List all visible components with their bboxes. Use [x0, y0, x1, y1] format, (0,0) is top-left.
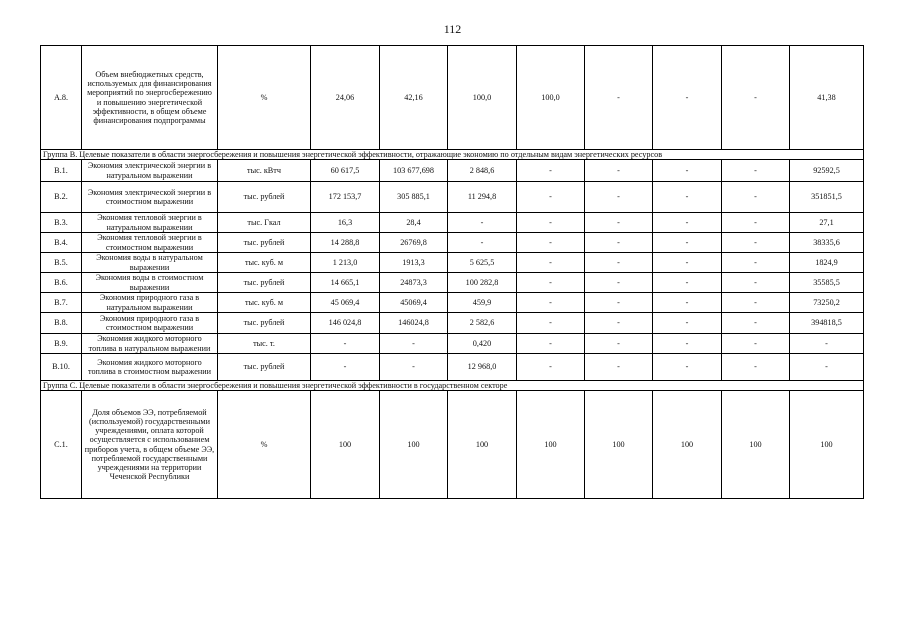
indicator-value: 14 665,1 — [311, 273, 380, 293]
group-header-row — [41, 150, 864, 160]
indicator-unit: тыс. куб. м — [218, 253, 311, 273]
indicator-value: - — [722, 273, 790, 293]
indicator-value: - — [653, 334, 722, 354]
indicator-code: В.1. — [41, 160, 82, 182]
indicator-value: - — [653, 273, 722, 293]
indicator-value: - — [722, 160, 790, 182]
indicator-unit: тыс. кВтч — [218, 160, 311, 182]
indicator-value: - — [585, 313, 653, 334]
indicator-value: 16,3 — [311, 213, 380, 233]
table-row — [41, 391, 864, 499]
indicator-unit: тыс. рублей — [218, 233, 311, 253]
indicator-unit: тыс. рублей — [218, 182, 311, 213]
indicator-value: - — [722, 253, 790, 273]
indicator-code: В.5. — [41, 253, 82, 273]
indicator-code: В.4. — [41, 233, 82, 253]
indicator-value: - — [585, 253, 653, 273]
table-row — [41, 182, 864, 213]
table-row — [41, 273, 864, 293]
indicator-value: 100,0 — [517, 46, 585, 150]
indicator-value: 92592,5 — [790, 160, 864, 182]
indicator-value: 41,38 — [790, 46, 864, 150]
indicator-value: - — [653, 293, 722, 313]
indicator-value: - — [653, 182, 722, 213]
indicator-value: - — [790, 354, 864, 381]
table-row — [41, 354, 864, 381]
indicator-code: С.1. — [41, 391, 82, 499]
indicator-value: - — [722, 354, 790, 381]
indicator-code: В.9. — [41, 334, 82, 354]
indicator-unit: тыс. Гкал — [218, 213, 311, 233]
indicator-value: - — [517, 293, 585, 313]
indicator-value: - — [722, 233, 790, 253]
indicator-value: 24873,3 — [380, 273, 448, 293]
group-header: Группа С. Целевые показатели в области энергосбережения и повышения энергетической эффективности в государственном секторе — [41, 381, 864, 391]
indicator-value: - — [722, 313, 790, 334]
indicator-value: - — [517, 233, 585, 253]
indicator-value: - — [448, 213, 517, 233]
indicator-code: В.2. — [41, 182, 82, 213]
indicator-value: 60 617,5 — [311, 160, 380, 182]
indicator-value: - — [722, 46, 790, 150]
table-row — [41, 334, 864, 354]
indicator-value: - — [448, 233, 517, 253]
indicator-value: 394818,5 — [790, 313, 864, 334]
indicator-name: Экономия природного газа в стоимостном выражении — [82, 313, 218, 334]
indicator-value: - — [653, 233, 722, 253]
indicator-value: - — [653, 213, 722, 233]
indicator-value: 100 — [380, 391, 448, 499]
indicator-value: 27,1 — [790, 213, 864, 233]
indicator-value: - — [585, 233, 653, 253]
table-row — [41, 253, 864, 273]
indicator-name: Экономия электрической энергии в стоимостном выражении — [82, 182, 218, 213]
indicator-value: 172 153,7 — [311, 182, 380, 213]
indicator-value: - — [653, 313, 722, 334]
indicator-value: 103 677,698 — [380, 160, 448, 182]
indicator-value: 100,0 — [448, 46, 517, 150]
indicator-value: 305 885,1 — [380, 182, 448, 213]
indicator-name: Объем внебюджетных средств, используемых для финансирования мероприятий по энергосбережению и повышению энергетической эффективности, в общем объеме финансирования подпрограммы — [82, 46, 218, 150]
indicator-value: - — [790, 334, 864, 354]
indicator-value: - — [517, 253, 585, 273]
indicator-name: Экономия тепловой энергии в стоимостном выражении — [82, 233, 218, 253]
indicator-name: Доля объемов ЭЭ, потребляемой (используемой) государственными учреждениями, оплата которой осуществляется с использованием приборов учета, в общем объеме ЭЭ, потребляемой государственными учреждениями на территории Чеченской Республики — [82, 391, 218, 499]
indicator-value: 1824,9 — [790, 253, 864, 273]
indicator-value: - — [585, 213, 653, 233]
indicator-value: - — [585, 334, 653, 354]
indicators-table — [40, 45, 864, 499]
indicator-code: А.8. — [41, 46, 82, 150]
indicator-value: - — [585, 293, 653, 313]
indicator-value: 11 294,8 — [448, 182, 517, 213]
indicator-value: 38335,6 — [790, 233, 864, 253]
indicator-name: Экономия электрической энергии в натуральном выражении — [82, 160, 218, 182]
indicator-unit: тыс. рублей — [218, 354, 311, 381]
indicator-unit: тыс. рублей — [218, 273, 311, 293]
indicator-code: В.3. — [41, 213, 82, 233]
indicator-value: 100 — [448, 391, 517, 499]
indicator-value: - — [585, 273, 653, 293]
indicator-value: 2 848,6 — [448, 160, 517, 182]
indicator-value: 100 — [585, 391, 653, 499]
indicator-value: 0,420 — [448, 334, 517, 354]
indicator-value: 1 213,0 — [311, 253, 380, 273]
indicator-value: 5 625,5 — [448, 253, 517, 273]
indicator-unit: тыс. рублей — [218, 313, 311, 334]
indicator-value: - — [585, 354, 653, 381]
indicator-value: - — [653, 46, 722, 150]
group-header-row — [41, 381, 864, 391]
table-row — [41, 213, 864, 233]
indicator-name: Экономия природного газа в натуральном выражении — [82, 293, 218, 313]
indicator-value: 100 — [722, 391, 790, 499]
indicator-value: - — [722, 213, 790, 233]
indicator-name: Экономия жидкого моторного топлива в натуральном выражении — [82, 334, 218, 354]
indicator-value: 35585,5 — [790, 273, 864, 293]
indicator-value: 100 — [790, 391, 864, 499]
indicator-value: 73250,2 — [790, 293, 864, 313]
indicator-code: В.10. — [41, 354, 82, 381]
indicator-code: В.7. — [41, 293, 82, 313]
indicator-name: Экономия воды в стоимостном выражении — [82, 273, 218, 293]
indicator-value: - — [517, 273, 585, 293]
indicator-value: - — [517, 354, 585, 381]
indicator-name: Экономия жидкого моторного топлива в стоимостном выражении — [82, 354, 218, 381]
indicator-value: 2 582,6 — [448, 313, 517, 334]
indicator-value: - — [380, 334, 448, 354]
indicator-code: В.6. — [41, 273, 82, 293]
indicator-unit: тыс. куб. м — [218, 293, 311, 313]
indicator-code: В.8. — [41, 313, 82, 334]
indicator-value: - — [517, 313, 585, 334]
table-row — [41, 233, 864, 253]
indicator-value: 28,4 — [380, 213, 448, 233]
page-number: 112 — [443, 22, 462, 36]
indicator-value: 351851,5 — [790, 182, 864, 213]
indicator-value: 1913,3 — [380, 253, 448, 273]
indicator-value: 100 282,8 — [448, 273, 517, 293]
indicator-value: - — [585, 182, 653, 213]
group-header: Группа В. Целевые показатели в области энергосбережения и повышения энергетической эффективности, отражающие экономию по отдельным видам энергетических ресурсов — [41, 150, 864, 160]
indicator-value: 100 — [311, 391, 380, 499]
table-row — [41, 46, 864, 150]
indicator-value: - — [722, 334, 790, 354]
indicator-value: 45069,4 — [380, 293, 448, 313]
indicator-value: - — [380, 354, 448, 381]
indicator-value: 100 — [653, 391, 722, 499]
table-row — [41, 293, 864, 313]
indicator-value: 26769,8 — [380, 233, 448, 253]
indicator-value: 146024,8 — [380, 313, 448, 334]
table-row — [41, 160, 864, 182]
indicator-value: 14 288,8 — [311, 233, 380, 253]
indicator-name: Экономия тепловой энергии в натуральном выражении — [82, 213, 218, 233]
indicator-unit: тыс. т. — [218, 334, 311, 354]
indicator-value: 146 024,8 — [311, 313, 380, 334]
indicator-value: - — [653, 354, 722, 381]
indicator-value: - — [311, 354, 380, 381]
indicator-value: 42,16 — [380, 46, 448, 150]
indicator-unit: % — [218, 46, 311, 150]
indicator-value: - — [722, 293, 790, 313]
indicator-value: 45 069,4 — [311, 293, 380, 313]
indicator-value: 459,9 — [448, 293, 517, 313]
indicator-value: - — [585, 160, 653, 182]
indicator-value: - — [517, 182, 585, 213]
indicator-value: 12 968,0 — [448, 354, 517, 381]
indicator-value: - — [311, 334, 380, 354]
indicator-value: - — [653, 160, 722, 182]
indicator-name: Экономия воды в натуральном выражении — [82, 253, 218, 273]
indicator-value: - — [722, 182, 790, 213]
indicator-unit: % — [218, 391, 311, 499]
indicator-value: 24,06 — [311, 46, 380, 150]
indicator-value: - — [585, 46, 653, 150]
indicator-value: - — [517, 213, 585, 233]
indicator-value: - — [517, 334, 585, 354]
indicator-value: 100 — [517, 391, 585, 499]
indicator-value: - — [653, 253, 722, 273]
table-row — [41, 313, 864, 334]
indicator-value: - — [517, 160, 585, 182]
